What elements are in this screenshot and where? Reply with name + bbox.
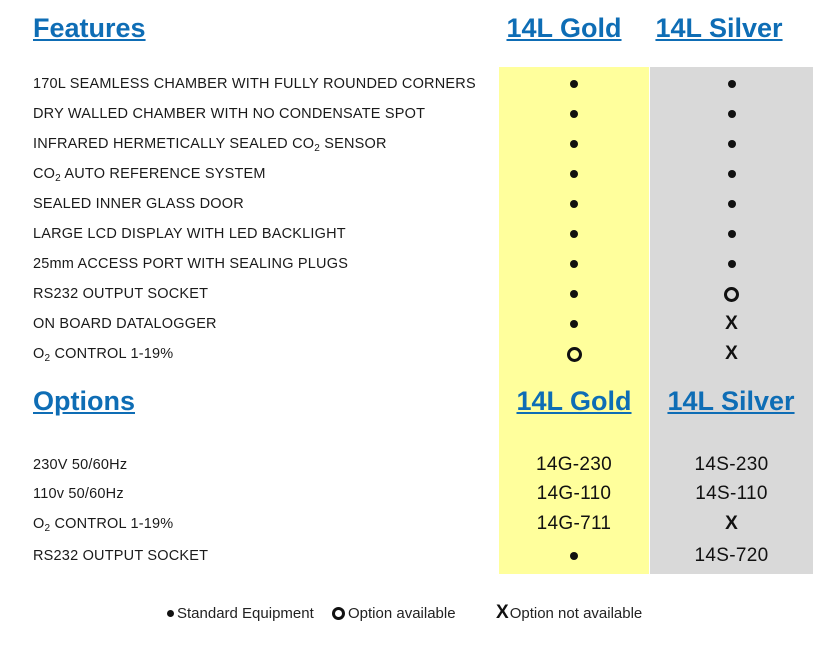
gold-cell [499, 541, 649, 571]
filled-dot-icon [728, 200, 736, 208]
open-circle-icon [332, 607, 345, 620]
table-row [0, 479, 832, 509]
option-code: 14G-230 [535, 454, 613, 475]
table-row [0, 279, 832, 309]
filled-dot-icon [728, 140, 736, 148]
feature-label: LARGE LCD DISPLAY WITH LED BACKLIGHT [33, 226, 346, 242]
label-text: SENSOR [320, 136, 387, 152]
table-row [0, 541, 832, 571]
feature-label [33, 159, 266, 189]
legend-available [332, 601, 456, 625]
gold-cell [499, 279, 649, 309]
silver-cell [650, 339, 813, 369]
feature-label: SEALED INNER GLASS DOOR [33, 196, 244, 212]
silver-cell [650, 129, 813, 159]
gold-cell [499, 479, 649, 509]
table-row [0, 509, 832, 539]
filled-dot-icon [570, 80, 578, 88]
table-row [0, 189, 832, 219]
options-col-gold: 14L Gold [516, 386, 632, 416]
silver-cell [650, 450, 813, 480]
filled-dot-icon [570, 260, 578, 268]
filled-dot-icon [570, 170, 578, 178]
option-code: 14S-720 [694, 545, 769, 566]
filled-dot-icon [570, 290, 578, 298]
silver-cell [650, 479, 813, 509]
label-subscript: 2 [44, 353, 51, 364]
feature-label: 25mm ACCESS PORT WITH SEALING PLUGS [33, 256, 349, 272]
label-text: CONTROL 1-19% [50, 346, 174, 362]
label-text: CO [33, 166, 56, 182]
feature-label: 170L SEAMLESS CHAMBER WITH FULLY ROUNDED CORNERS [33, 76, 476, 92]
feature-label: DRY WALLED CHAMBER WITH NO CONDENSATE SPOT [33, 106, 426, 122]
silver-cell [650, 159, 813, 189]
feature-label [33, 129, 387, 159]
option-code: 14S-110 [695, 483, 768, 504]
gold-cell [499, 219, 649, 249]
table-row [0, 309, 832, 339]
silver-cell [650, 249, 813, 279]
option-label: 110v 50/60Hz [33, 486, 124, 502]
features-heading: Features [33, 13, 146, 43]
filled-dot-icon [728, 170, 736, 178]
silver-cell [650, 219, 813, 249]
option-label: RS232 OUTPUT SOCKET [33, 548, 209, 564]
filled-dot-icon [570, 230, 578, 238]
table-row [0, 99, 832, 129]
silver-cell [650, 309, 813, 339]
feature-label: ON BOARD DATALOGGER [33, 316, 217, 332]
gold-cell [499, 159, 649, 189]
table-row [0, 339, 832, 369]
gold-cell [499, 339, 649, 369]
open-circle-icon [567, 347, 582, 362]
label-subscript: 2 [55, 173, 61, 184]
option-label [33, 509, 173, 539]
open-circle-icon [724, 287, 739, 302]
label-text: INFRARED HERMETICALLY SEALED CO [33, 136, 315, 152]
label-subscript: 2 [44, 523, 51, 534]
label-text: O [33, 516, 45, 532]
filled-dot-icon [167, 610, 174, 617]
filled-dot-icon [728, 230, 736, 238]
gold-cell [499, 450, 649, 480]
silver-cell [650, 99, 813, 129]
features-col-gold: 14L Gold [506, 13, 622, 43]
table-row [0, 450, 832, 480]
gold-cell [499, 249, 649, 279]
legend [0, 601, 832, 625]
option-code: 14G-711 [536, 513, 612, 534]
options-col-silver: 14L Silver [667, 386, 795, 416]
table-row [0, 129, 832, 159]
filled-dot-icon [728, 80, 736, 88]
filled-dot-icon [570, 140, 578, 148]
feature-label: RS232 OUTPUT SOCKET [33, 286, 209, 302]
label-subscript: 2 [314, 143, 320, 154]
gold-cell [499, 189, 649, 219]
silver-cell [650, 69, 813, 99]
gold-cell [499, 99, 649, 129]
gold-cell [499, 509, 649, 539]
gold-cell [499, 129, 649, 159]
gold-cell [499, 69, 649, 99]
label-text: O [33, 346, 45, 362]
legend-available-label: Option available [348, 604, 456, 622]
option-label: 230V 50/60Hz [33, 457, 128, 473]
label-text: AUTO REFERENCE SYSTEM [60, 166, 266, 182]
filled-dot-icon [570, 320, 578, 328]
silver-cell [650, 189, 813, 219]
x-mark-icon: X [496, 602, 509, 623]
label-text: CONTROL 1-19% [50, 516, 174, 532]
option-code: 14S-230 [694, 454, 769, 475]
feature-label [33, 339, 173, 369]
features-col-silver: 14L Silver [655, 13, 783, 43]
option-code: 14G-110 [536, 483, 612, 504]
gold-cell [499, 309, 649, 339]
legend-standard [167, 601, 314, 625]
filled-dot-icon [728, 260, 736, 268]
filled-dot-icon [570, 552, 578, 560]
x-mark-icon: X [725, 343, 738, 364]
filled-dot-icon [570, 110, 578, 118]
table-row [0, 249, 832, 279]
filled-dot-icon [728, 110, 736, 118]
x-mark-icon: X [725, 513, 738, 534]
filled-dot-icon [570, 200, 578, 208]
silver-cell [650, 509, 813, 539]
table-row [0, 219, 832, 249]
silver-cell [650, 541, 813, 571]
legend-not-available [496, 601, 642, 625]
legend-not-available-label: Option not available [509, 604, 643, 622]
table-row [0, 159, 832, 189]
x-mark-icon: X [725, 313, 738, 334]
table-row [0, 69, 832, 99]
legend-standard-label: Standard Equipment [177, 604, 314, 622]
options-heading: Options [33, 386, 135, 416]
silver-cell [650, 279, 813, 309]
